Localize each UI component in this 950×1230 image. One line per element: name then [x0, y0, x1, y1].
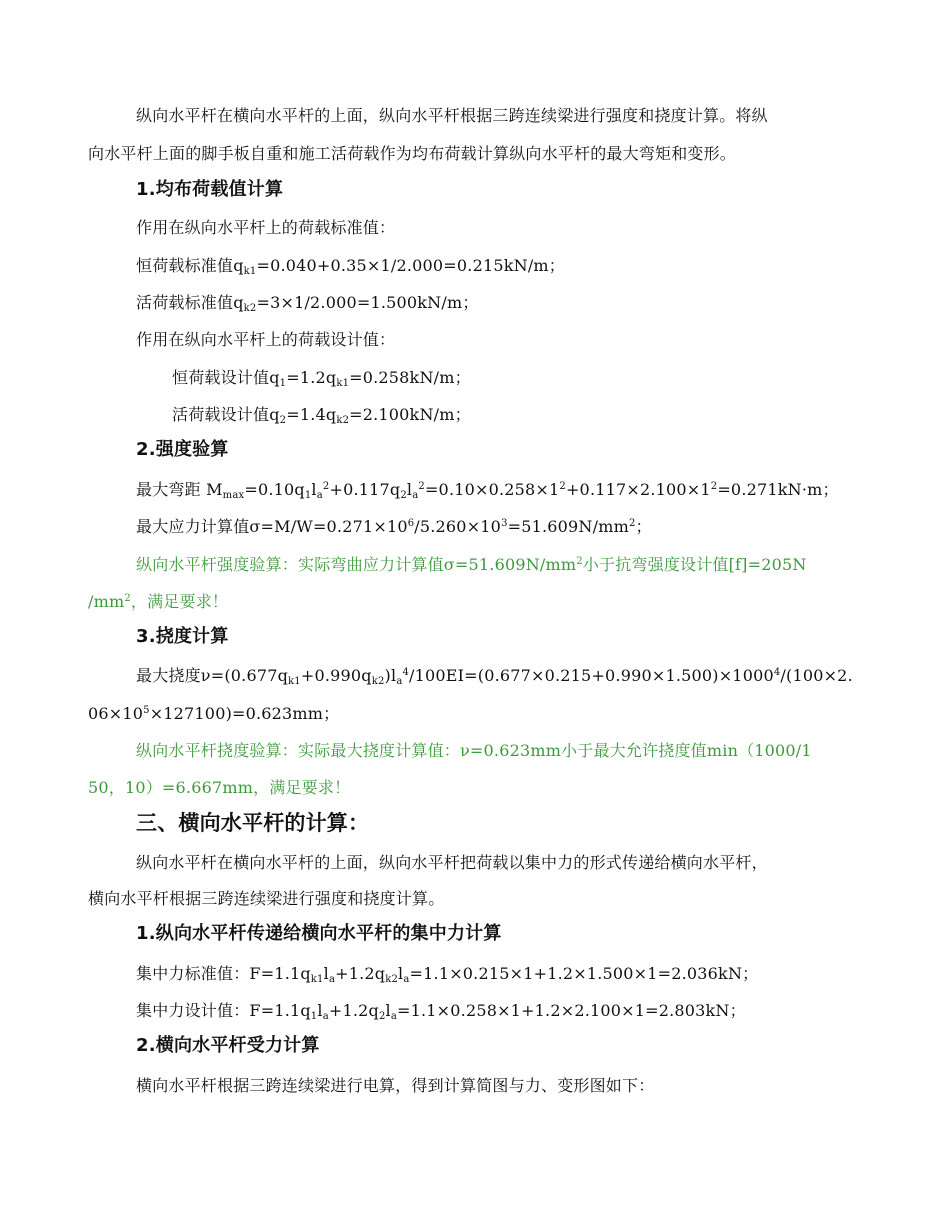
dead-load-standard: 恒荷载标准值$q_{k1}=0.040+0.35\times 1/2.000=0.215kN/m$；	[136, 256, 565, 277]
intro-line-1: 纵向水平杆在横向水平杆的上面，纵向水平杆根据三跨连续梁进行强度和挠度计算。将纵	[136, 106, 768, 125]
transverse-intro-line-1: 纵向水平杆在横向水平杆的上面，纵向水平杆把荷载以集中力的形式传递给横向水平杆，	[136, 853, 768, 872]
deflection-check-line-1: 纵向水平杆挠度验算：实际最大挠度计算值：ν=0.623mm小于最大允许挠度值min（1000/1	[136, 741, 812, 760]
concentrated-force-design: 集中力设计值：$F=1.1q_1l_a+1.2q_2l_a=1.1\times 0.258\times 1+1.2\times 2.100\times 1=2.803kN$；	[136, 1001, 746, 1022]
intro-line-2: 向水平杆上面的脚手板自重和施工活荷载作为均布荷载计算纵向水平杆的最大弯矩和变形。	[88, 144, 737, 163]
max-deflection-line-2: $06\times 10^5\times 127100)=0.623mm$；	[88, 704, 340, 723]
transverse-force-text: 横向水平杆根据三跨连续梁进行电算，得到计算简图与力、变形图如下：	[136, 1076, 655, 1095]
concentrated-force-standard: 集中力标准值：$F=1.1q_{k1}l_a+1.2q_{k2}l_a=1.1\times 0.215\times 1+1.2\times 1.500\times 1=2.036kN$；	[136, 964, 759, 985]
max-deflection-line-1: 最大挠度$\nu=(0.677q_{k1}+0.990q_{k2})l_a^4/100EI=(0.677\times 0.215+0.990\times 1.500)\times 1000^4/(100\times 2$.	[136, 666, 853, 687]
transverse-intro-line-2: 横向水平杆根据三跨连续梁进行强度和挠度计算。	[88, 889, 445, 908]
dead-load-design: 恒荷载设计值$q_1=1.2q_{k1}=0.258kN/m$；	[172, 368, 471, 389]
strength-check-line-1: 纵向水平杆强度验算：实际弯曲应力计算值$\sigma=51.609N/mm^2$小于抗弯强度设计值[f]=205N	[136, 555, 807, 574]
deflection-check-line-2: 50，10）=6.667mm，满足要求！	[88, 778, 351, 797]
max-moment-formula: 最大弯距 $M_{max}=0.10q_1l_a^2+0.117q_2l_a^2=0.10\times 0.258\times 1^2+0.117\times 2.100\times 1^2=0.271kN\cdot m$；	[136, 480, 839, 501]
section-heading-strength-check: 2.强度验算	[136, 439, 229, 460]
section-heading-concentrated-force: 1.纵向水平杆传递给横向水平杆的集中力计算	[136, 923, 502, 944]
strength-check-line-2: $/mm^2$，满足要求！	[88, 592, 229, 611]
section-heading-transverse-force: 2.横向水平杆受力计算	[136, 1035, 320, 1056]
live-load-design: 活荷载设计值$q_2=1.4q_{k2}=2.100kN/m$；	[172, 405, 471, 426]
section-heading-deflection: 3.挠度计算	[136, 626, 229, 647]
chapter-heading-transverse-bar: 三、横向水平杆的计算：	[136, 811, 370, 835]
design-load-intro: 作用在纵向水平杆上的荷载设计值：	[136, 330, 396, 349]
section-heading-uniform-load: 1.均布荷载值计算	[136, 179, 284, 200]
standard-load-intro: 作用在纵向水平杆上的荷载标准值：	[136, 218, 396, 237]
max-stress-formula: 最大应力计算值$\sigma=M/W=0.271\times 10^6/5.260\times 10^3=51.609N/mm^2$；	[136, 517, 652, 536]
live-load-standard: 活荷载标准值$q_{k2}=3\times 1/2.000=1.500kN/m$；	[136, 293, 479, 314]
